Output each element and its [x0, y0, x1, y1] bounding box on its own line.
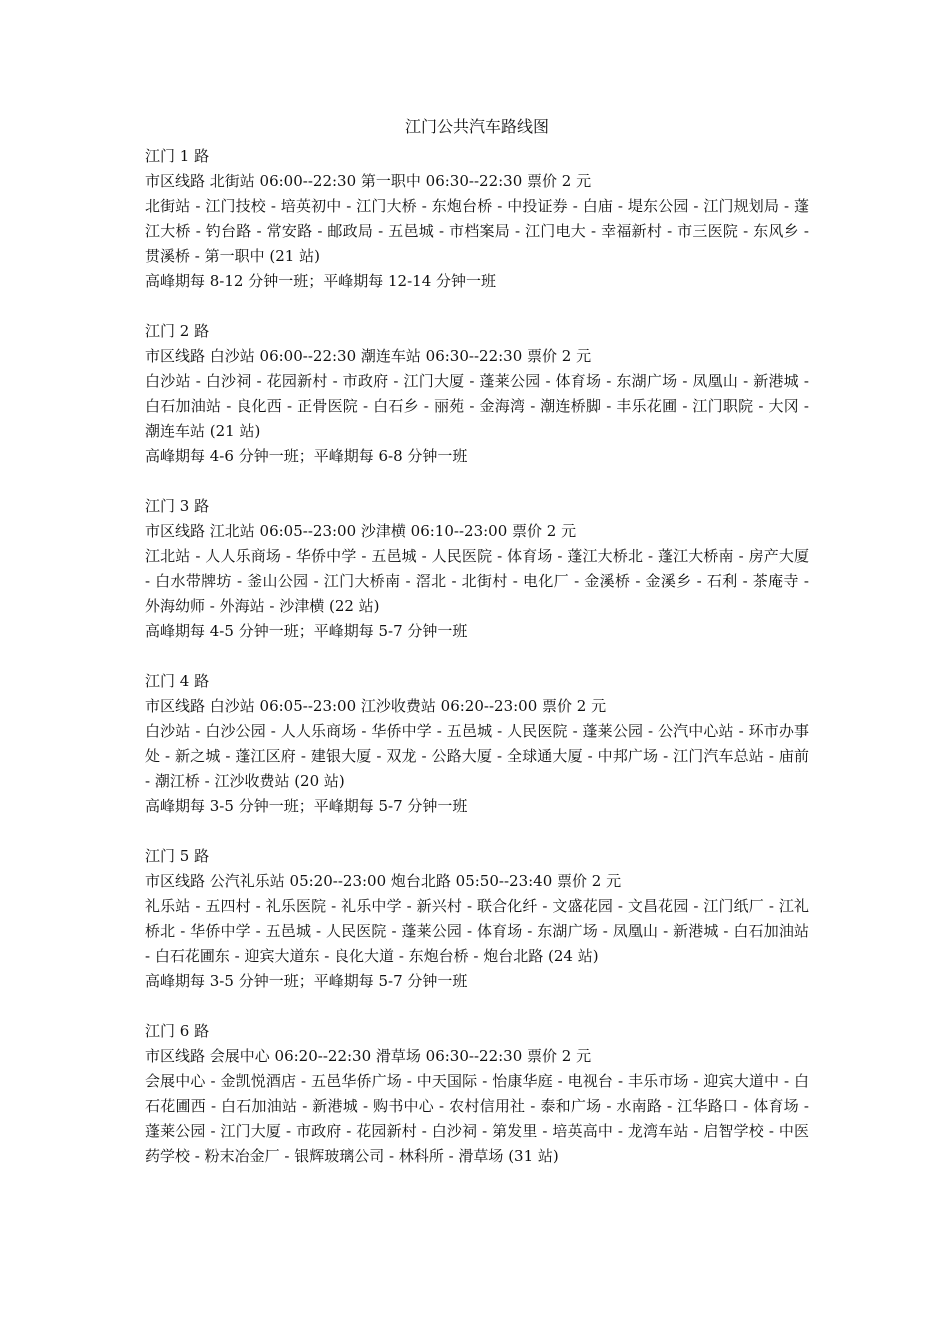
- route-stops: 江北站 - 人人乐商场 - 华侨中学 - 五邑城 - 人民医院 - 体育场 - 蓬江大桥北 - 蓬江大桥南 - 房产大厦 - 白水带牌坊 - 釜山公园 - 江门大桥南 - 滘北 - 北街村 - 电化厂 - 金溪桥 - 金溪乡 - 石利 - 茶庵寺 - 外海幼师 - 外海站 - 沙津横 (22 站): [145, 547, 809, 615]
- route-section-6: [145, 1019, 809, 1169]
- route-stops: 白沙站 - 白沙公园 - 人人乐商场 - 华侨中学 - 五邑城 - 人民医院 - 蓬莱公园 - 公汽中心站 - 环市办事处 - 新之城 - 蓬江区府 - 建银大厦 - 双龙 - 公路大厦 - 全球通大厦 - 中邦广场 - 江门汽车总站 - 庙前 - 潮江桥 - 江沙收费站 (20 站): [145, 722, 809, 790]
- route-frequency: 高峰期每 4-6 分钟一班；平峰期每 6-8 分钟一班: [145, 447, 468, 465]
- route-info: 市区线路 公汽礼乐站 05:20--23:00 炮台北路 05:50--23:40 票价 2 元: [145, 872, 622, 890]
- route-section-4: [145, 669, 809, 819]
- route-section-2: [145, 319, 809, 469]
- route-name: 江门 3 路: [145, 497, 210, 515]
- route-frequency: 高峰期每 3-5 分钟一班；平峰期每 5-7 分钟一班: [145, 972, 468, 990]
- route-section-3: [145, 494, 809, 644]
- route-info: 市区线路 北街站 06:00--22:30 第一职中 06:30--22:30 票价 2 元: [145, 172, 592, 190]
- document-title: 江门公共汽车路线图: [404, 117, 549, 136]
- route-frequency: 高峰期每 4-5 分钟一班；平峰期每 5-7 分钟一班: [145, 622, 468, 640]
- route-info: 市区线路 会展中心 06:20--22:30 滑草场 06:30--22:30 票价 2 元: [145, 1047, 592, 1065]
- route-name: 江门 2 路: [145, 322, 210, 340]
- route-frequency: 高峰期每 8-12 分钟一班；平峰期每 12-14 分钟一班: [145, 272, 497, 290]
- route-stops: 会展中心 - 金凯悦酒店 - 五邑华侨广场 - 中天国际 - 怡康华庭 - 电视台 - 丰乐市场 - 迎宾大道中 - 白石花圃西 - 白石加油站 - 新港城 - 购书中心 - 农村信用社 - 泰和广场 - 水南路 - 江华路口 - 体育场 - 蓬莱公园 - 江门大厦 - 市政府 - 花园新村 - 白沙祠 - 第发里 - 培英高中 - 龙湾车站 - 启智学校 - 中医药学校 - 粉末冶金厂 - 银辉玻璃公司 - 林科所 - 滑草场 (31 站): [145, 1072, 809, 1165]
- route-stops: 白沙站 - 白沙祠 - 花园新村 - 市政府 - 江门大厦 - 蓬莱公园 - 体育场 - 东湖广场 - 凤凰山 - 新港城 - 白石加油站 - 良化西 - 正骨医院 - 白石乡 - 丽苑 - 金海湾 - 潮连桥脚 - 丰乐花圃 - 江门职院 - 大冈 - 潮连车站 (21 站): [145, 372, 809, 440]
- document-page: [145, 112, 809, 1194]
- route-info: 市区线路 白沙站 06:05--23:00 江沙收费站 06:20--23:00 票价 2 元: [145, 697, 607, 715]
- route-name: 江门 4 路: [145, 672, 210, 690]
- route-stops: 北街站 - 江门技校 - 培英初中 - 江门大桥 - 东炮台桥 - 中投证券 - 白庙 - 堤东公园 - 江门规划局 - 蓬江大桥 - 钓台路 - 常安路 - 邮政局 - 五邑城 - 市档案局 - 江门电大 - 幸福新村 - 市三医院 - 东风乡 - 贯溪桥 - 第一职中 (21 站): [145, 197, 809, 265]
- route-section-5: [145, 844, 809, 994]
- route-name: 江门 6 路: [145, 1022, 210, 1040]
- route-stops: 礼乐站 - 五四村 - 礼乐医院 - 礼乐中学 - 新兴村 - 联合化纤 - 文盛花园 - 文昌花园 - 江门纸厂 - 江礼桥北 - 华侨中学 - 五邑城 - 人民医院 - 蓬莱公园 - 体育场 - 东湖广场 - 凤凰山 - 新港城 - 白石加油站 - 白石花圃东 - 迎宾大道东 - 良化大道 - 东炮台桥 - 炮台北路 (24 站): [145, 897, 809, 965]
- route-name: 江门 5 路: [145, 847, 210, 865]
- route-info: 市区线路 白沙站 06:00--22:30 潮连车站 06:30--22:30 票价 2 元: [145, 347, 592, 365]
- route-frequency: 高峰期每 3-5 分钟一班；平峰期每 5-7 分钟一班: [145, 797, 468, 815]
- route-info: 市区线路 江北站 06:05--23:00 沙津横 06:10--23:00 票价 2 元: [145, 522, 577, 540]
- route-section-1: [145, 144, 809, 294]
- route-name: 江门 1 路: [145, 147, 210, 165]
